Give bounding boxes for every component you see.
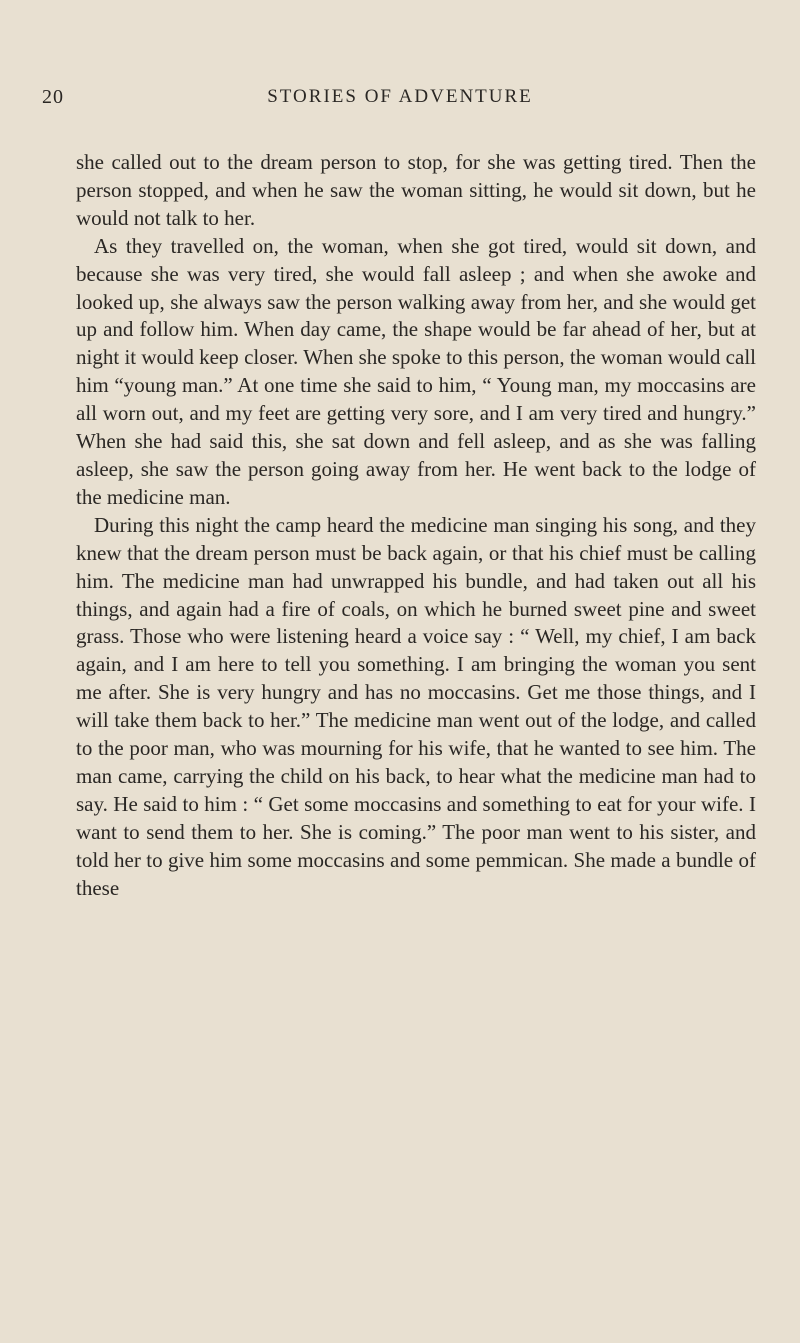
page-header xyxy=(0,86,800,116)
running-head: STORIES OF ADVENTURE xyxy=(267,86,533,107)
paragraph-1: she called out to the dream person to stop, for she was getting tired. Then the person stopped, and when he saw the woman sitting, he would sit down, but he would not talk to her. xyxy=(76,150,756,230)
page-number: 20 xyxy=(42,86,64,108)
body-text xyxy=(76,149,756,902)
paragraph-3: During this night the camp heard the medicine man singing his song, and they knew that the dream person must be back again, or that his chief must be calling him. The medicine man had unwrapped his bundle, and had taken out all his things, and again had a fire of coals, on which he burned sweet pine and sweet grass. Those who were listening heard a voice say : “ Well, my chief, I am back again, and I am here to tell you something. I am bringing the woman you sent me after. She is very hungry and has no moccasins. Get me those things, and I will take them back to her.” The medicine man went out of the lodge, and called to the poor man, who was mourning for his wife, that he wanted to see him. The man came, carrying the child on his back, to hear what the medicine man had to say. He said to him : “ Get some moccasins and something to eat for your wife. I want to send them to her. She is coming.” The poor man went to his sister, and told her to give him some moccasins and some pemmican. She made a bundle of these xyxy=(76,512,756,900)
paragraph-2: As they travelled on, the woman, when she got tired, would sit down, and because she was very tired, she would fall asleep ; and when she awoke and looked up, she always saw the person walking away from her, and she would get up and follow him. When day came, the shape would be far ahead of her, but at night it would keep closer. When she spoke to this person, the woman would call him “young man.” At one time she said to him, “ Young man, my moccasins are all worn out, and my feet are getting very sore, and I am very tired and hungry.” When she had said this, she sat down and fell asleep, and as she was falling asleep, she saw the person going away from her. He went back to the lodge of the medicine man. xyxy=(76,233,756,509)
